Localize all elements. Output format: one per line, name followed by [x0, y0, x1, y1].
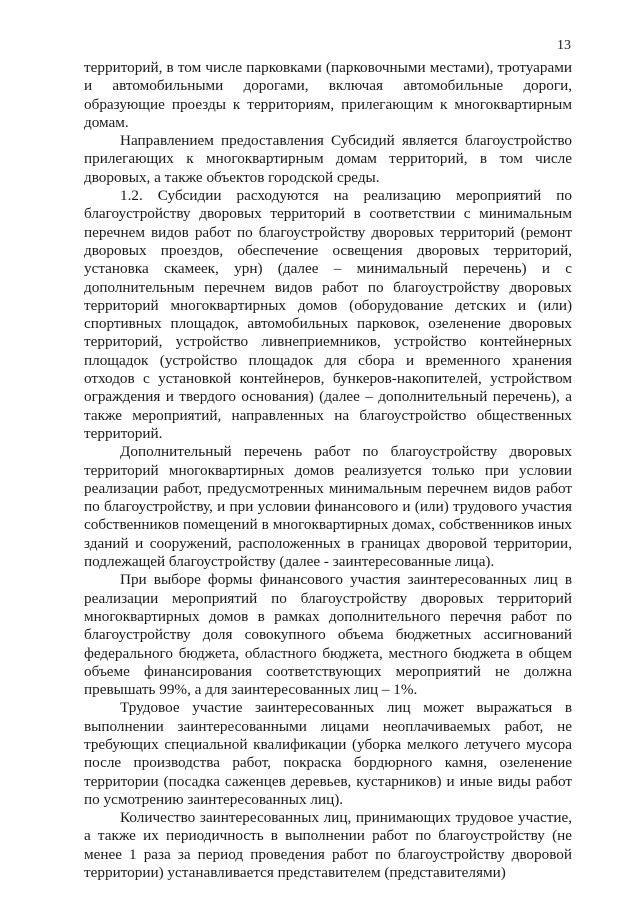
paragraph-financial-participation: При выборе формы финансового участия заинтересованных лиц в реализации мероприятий по благоустройству дворовых территорий многоквартирных домов в рамках дополнительного перечня работ по благоустройству доля совокупного объема бюджетных ассигнований федерального бюджета, областного бюджета, местного бюджета в общем объеме финансирования соответствующих мероприятий не должна превышать 99%, а для заинтересованных лиц – 1%.	[84, 571, 572, 699]
paragraph-section-1-2: 1.2. Субсидии расходуются на реализацию мероприятий по благоустройству дворовых территорий в соответствии с минимальным перечнем видов работ по благоустройству дворовых территорий (ремонт дворовых проездов, обеспечение освещения дворовых территорий, установка скамеек, урн) (далее – минимальный перечень) и с дополнительным перечнем видов работ по благоустройству дворовых территорий многоквартирных домов (оборудование детских и (или) спортивных площадок, автомобильных парковок, озеленение дворовых территорий, устройство ливнеприемников, устройство контейнерных площадок (устройство площадок для сбора и временного хранения отходов с установкой контейнеров, бункеров-накопителей, устройством ограждения и твердого основания) (далее – дополнительный перечень), а также мероприятий, направленных на благоустройство общественных территорий.	[84, 187, 572, 442]
document-body	[84, 59, 572, 882]
paragraph-labor-participation: Трудовое участие заинтересованных лиц может выражаться в выполнении заинтересованными лицами неоплачиваемых работ, не требующих специальной квалификации (уборка мелкого летучего мусора после производства работ, покраска бордюрного камня, озеленение территории (посадка саженцев деревьев, кустарников) и иные виды работ по усмотрению заинтересованных лиц).	[84, 699, 572, 808]
page-number: 13	[557, 38, 571, 53]
paragraph-participant-count: Количество заинтересованных лиц, принимающих трудовое участие, а также их периодичность в выполнении работ по благоустройству (не менее 1 раза за период проведения работ по благоустройству дворовой территории) устанавливается представителем (представителями)	[84, 809, 572, 882]
paragraph-subsidy-direction: Направлением предоставления Субсидий является благоустройство прилегающих к многоквартирным домам территорий, в том числе дворовых, а также объектов городской среды.	[84, 132, 572, 186]
paragraph-continuation: территорий, в том числе парковками (парковочными местами), тротуарами и автомобильными дорогами, включая автомобильные дороги, образующие проезды к территориям, прилегающим к многоквартирным домам.	[84, 59, 572, 131]
paragraph-additional-list: Дополнительный перечень работ по благоустройству дворовых территорий многоквартирных домов реализуется только при условии реализации работ, предусмотренных минимальным перечнем видов работ по благоустройству, и при условии финансового и (или) трудового участия собственников помещений в многоквартирных домах, собственников иных зданий и сооружений, расположенных в границах дворовой территории, подлежащей благоустройству (далее - заинтересованные лица).	[84, 443, 572, 571]
